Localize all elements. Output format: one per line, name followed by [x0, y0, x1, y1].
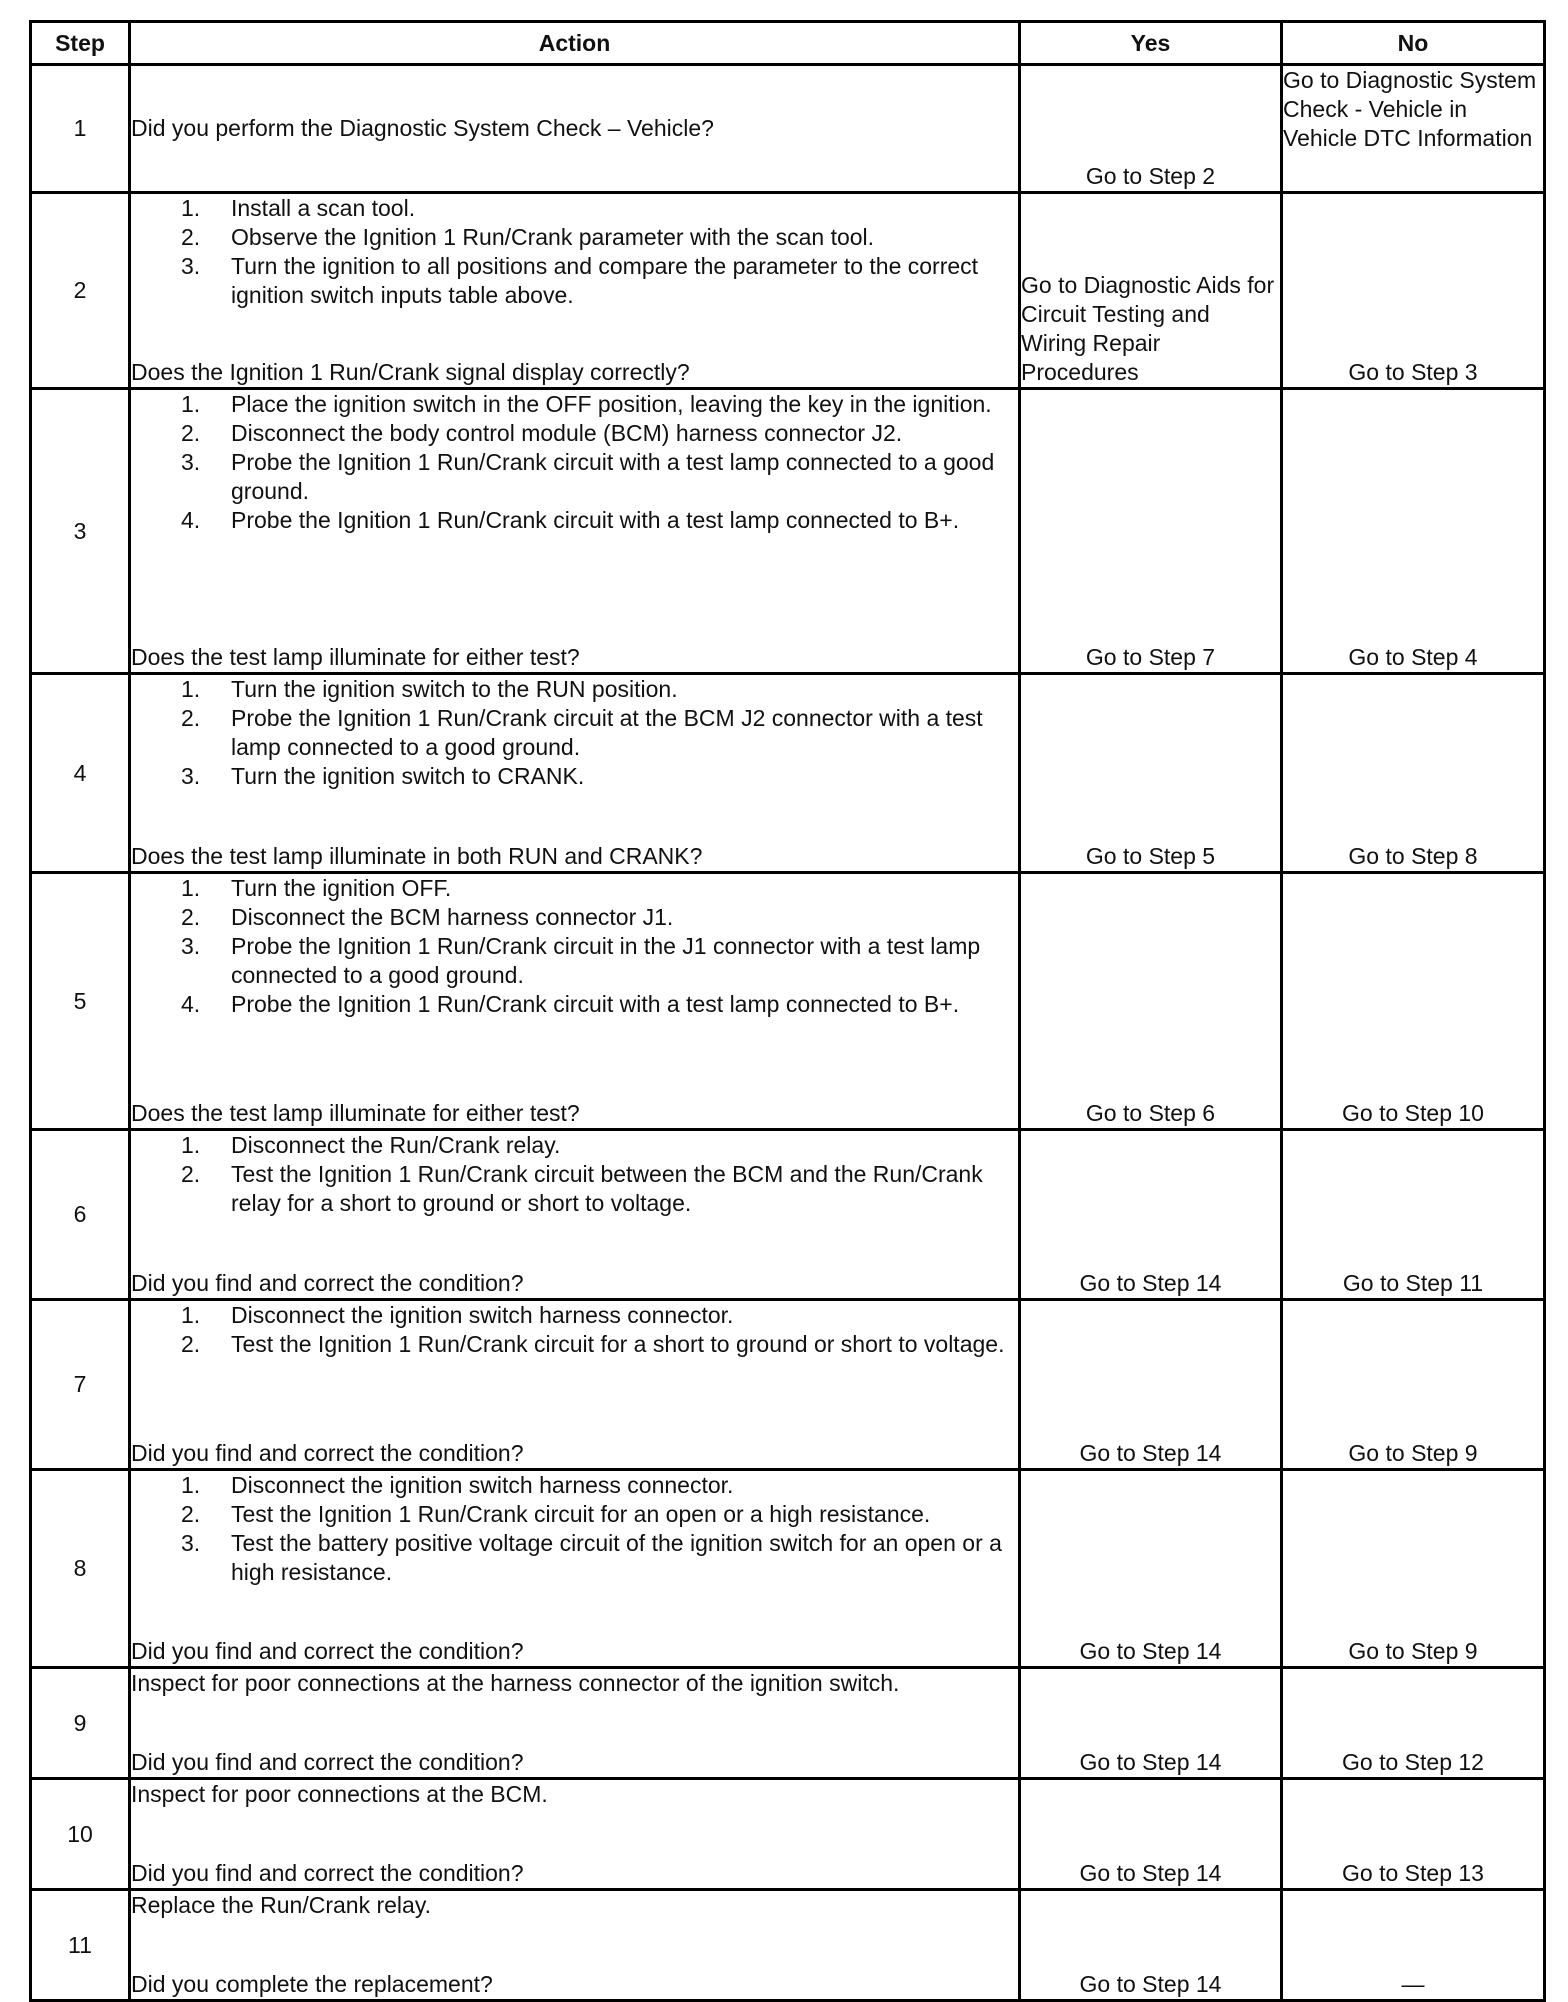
instruction-number: 3.: [181, 763, 201, 789]
instruction-text: Probe the Ignition 1 Run/Crank circuit with a test lamp connected to a good ground.: [231, 449, 995, 504]
instruction-text: Observe the Ignition 1 Run/Crank parameter with the scan tool.: [231, 224, 875, 250]
instruction-text: Test the Ignition 1 Run/Crank circuit for an open or a high resistance.: [231, 1501, 931, 1527]
instruction-list: [131, 1131, 1018, 1218]
table-row: [31, 389, 1545, 674]
instruction-number: 2.: [181, 1501, 201, 1527]
no-outcome: Go to Step 3: [1282, 193, 1545, 389]
instruction-item: [131, 194, 1018, 223]
instruction-number: 1.: [181, 676, 201, 702]
action-question: Did you complete the replacement?: [131, 1971, 493, 1997]
instruction-number: 3.: [181, 933, 201, 959]
table-row: [31, 65, 1545, 193]
no-outcome: —: [1282, 1890, 1545, 2001]
yes-outcome: Go to Step 14: [1020, 1470, 1282, 1668]
no-outcome: Go to Step 11: [1282, 1130, 1545, 1300]
instruction-item: [131, 448, 1018, 506]
yes-outcome: Go to Diagnostic Aids for Circuit Testing and Wiring Repair Procedures: [1020, 193, 1282, 389]
table-row: [31, 1668, 1545, 1779]
instruction-text: Turn the ignition OFF.: [231, 875, 452, 901]
instruction-item: [131, 1471, 1018, 1500]
instruction-item: [131, 390, 1018, 419]
no-outcome: Go to Diagnostic System Check - Vehicle in Vehicle DTC Information: [1282, 65, 1545, 193]
action-question: Does the test lamp illuminate in both RUN and CRANK?: [131, 843, 703, 869]
instruction-item: [131, 704, 1018, 762]
action-instruction: Inspect for poor connections at the harness connector of the ignition switch.: [131, 1670, 900, 1696]
instruction-item: [131, 419, 1018, 448]
instruction-item: [131, 1529, 1018, 1587]
instruction-text: Disconnect the ignition switch harness connector.: [231, 1472, 734, 1498]
no-outcome: Go to Step 4: [1282, 389, 1545, 674]
header-action: Action: [130, 22, 1020, 65]
action-cell: [130, 1300, 1020, 1470]
action-cell: [130, 1890, 1020, 2001]
yes-outcome: Go to Step 6: [1020, 873, 1282, 1130]
table-row: [31, 1890, 1545, 2001]
header-no: No: [1282, 22, 1545, 65]
no-outcome: Go to Step 8: [1282, 674, 1545, 873]
instruction-number: 2.: [181, 705, 201, 731]
instruction-number: 1.: [181, 195, 201, 221]
no-outcome: Go to Step 13: [1282, 1779, 1545, 1890]
table-row: [31, 193, 1545, 389]
action-question: Did you find and correct the condition?: [131, 1749, 524, 1775]
instruction-item: [131, 932, 1018, 990]
action-cell: [130, 1779, 1020, 1890]
no-outcome: Go to Step 9: [1282, 1300, 1545, 1470]
instruction-item: [131, 1330, 1018, 1359]
action-content: [131, 1780, 1018, 1888]
action-content: [131, 1891, 1018, 1999]
instruction-item: [131, 1131, 1018, 1160]
instruction-number: 1.: [181, 875, 201, 901]
instruction-number: 1.: [181, 1132, 201, 1158]
action-content: [131, 194, 1018, 387]
action-content: [131, 874, 1018, 1128]
instruction-list: [131, 1471, 1018, 1587]
instruction-item: [131, 252, 1018, 310]
yes-outcome: Go to Step 14: [1020, 1668, 1282, 1779]
instruction-list: [131, 874, 1018, 1019]
yes-outcome: Go to Step 14: [1020, 1300, 1282, 1470]
header-step: Step: [31, 22, 130, 65]
step-number: 10: [31, 1779, 130, 1890]
instruction-number: 4.: [181, 991, 201, 1017]
header-yes: Yes: [1020, 22, 1282, 65]
yes-outcome: Go to Step 7: [1020, 389, 1282, 674]
no-outcome: Go to Step 9: [1282, 1470, 1545, 1668]
instruction-text: Probe the Ignition 1 Run/Crank circuit with a test lamp connected to B+.: [231, 507, 960, 533]
action-question: Does the Ignition 1 Run/Crank signal display correctly?: [131, 359, 690, 385]
instruction-number: 2.: [181, 904, 201, 930]
action-content: [131, 1131, 1018, 1298]
instruction-text: Install a scan tool.: [231, 195, 416, 221]
yes-outcome: Go to Step 2: [1020, 65, 1282, 193]
action-question: Did you perform the Diagnostic System Check – Vehicle?: [131, 115, 714, 141]
action-question: Did you find and correct the condition?: [131, 1270, 524, 1296]
instruction-list: [131, 675, 1018, 791]
instruction-text: Disconnect the Run/Crank relay.: [231, 1132, 561, 1158]
instruction-item: [131, 874, 1018, 903]
instruction-number: 1.: [181, 1302, 201, 1328]
instruction-number: 3.: [181, 253, 201, 279]
step-number: 8: [31, 1470, 130, 1668]
action-question: Did you find and correct the condition?: [131, 1440, 524, 1466]
action-instruction: Inspect for poor connections at the BCM.: [131, 1781, 548, 1807]
instruction-item: [131, 1160, 1018, 1218]
step-number: 2: [31, 193, 130, 389]
action-content: [131, 1669, 1018, 1777]
action-cell: [130, 1668, 1020, 1779]
action-question: Did you find and correct the condition?: [131, 1638, 524, 1664]
table-row: [31, 1779, 1545, 1890]
instruction-number: 2.: [181, 224, 201, 250]
instruction-number: 2.: [181, 1161, 201, 1187]
yes-outcome: Go to Step 5: [1020, 674, 1282, 873]
action-cell: [130, 65, 1020, 193]
table-row: [31, 674, 1545, 873]
step-number: 1: [31, 65, 130, 193]
yes-outcome: Go to Step 14: [1020, 1779, 1282, 1890]
table-row: [31, 1300, 1545, 1470]
action-content: [131, 1471, 1018, 1666]
step-number: 7: [31, 1300, 130, 1470]
instruction-text: Disconnect the BCM harness connector J1.: [231, 904, 674, 930]
action-cell: [130, 674, 1020, 873]
no-outcome: Go to Step 12: [1282, 1668, 1545, 1779]
instruction-list: [131, 194, 1018, 310]
action-content: [131, 66, 1018, 191]
instruction-text: Probe the Ignition 1 Run/Crank circuit at the BCM J2 connector with a test lamp connected to a good ground.: [231, 705, 983, 760]
step-number: 3: [31, 389, 130, 674]
instruction-item: [131, 1500, 1018, 1529]
table-row: [31, 873, 1545, 1130]
action-question: Did you find and correct the condition?: [131, 1860, 524, 1886]
instruction-number: 3.: [181, 449, 201, 475]
instruction-number: 2.: [181, 1331, 201, 1357]
instruction-item: [131, 1301, 1018, 1330]
instruction-text: Probe the Ignition 1 Run/Crank circuit in the J1 connector with a test lamp connected to a good ground.: [231, 933, 981, 988]
diagnostic-table: [29, 20, 1546, 2002]
instruction-item: [131, 675, 1018, 704]
table-row: [31, 1130, 1545, 1300]
instruction-text: Test the Ignition 1 Run/Crank circuit for a short to ground or short to voltage.: [231, 1331, 1005, 1357]
step-number: 9: [31, 1668, 130, 1779]
action-cell: [130, 1470, 1020, 1668]
step-number: 5: [31, 873, 130, 1130]
action-cell: [130, 193, 1020, 389]
instruction-number: 2.: [181, 420, 201, 446]
step-number: 11: [31, 1890, 130, 2001]
instruction-text: Disconnect the body control module (BCM) harness connector J2.: [231, 420, 903, 446]
instruction-text: Test the battery positive voltage circuit of the ignition switch for an open or a high resistance.: [231, 1530, 1002, 1585]
instruction-number: 4.: [181, 507, 201, 533]
action-question: Does the test lamp illuminate for either test?: [131, 1100, 580, 1126]
action-cell: [130, 389, 1020, 674]
action-content: [131, 1301, 1018, 1468]
instruction-item: [131, 903, 1018, 932]
instruction-item: [131, 223, 1018, 252]
yes-outcome: Go to Step 14: [1020, 1130, 1282, 1300]
instruction-item: [131, 762, 1018, 791]
action-question: Does the test lamp illuminate for either test?: [131, 644, 580, 670]
action-content: [131, 390, 1018, 672]
instruction-text: Disconnect the ignition switch harness connector.: [231, 1302, 734, 1328]
action-cell: [130, 873, 1020, 1130]
instruction-text: Place the ignition switch in the OFF position, leaving the key in the ignition.: [231, 391, 992, 417]
instruction-number: 3.: [181, 1530, 201, 1556]
action-content: [131, 675, 1018, 871]
instruction-item: [131, 990, 1018, 1019]
no-outcome: Go to Step 10: [1282, 873, 1545, 1130]
yes-outcome: Go to Step 14: [1020, 1890, 1282, 2001]
table-body: [31, 65, 1545, 2001]
header-row: [31, 22, 1545, 65]
instruction-item: [131, 506, 1018, 535]
instruction-text: Probe the Ignition 1 Run/Crank circuit with a test lamp connected to B+.: [231, 991, 960, 1017]
instruction-list: [131, 390, 1018, 535]
step-number: 4: [31, 674, 130, 873]
instruction-text: Turn the ignition switch to CRANK.: [231, 763, 585, 789]
instruction-text: Turn the ignition to all positions and compare the parameter to the correct ignition switch inputs table above.: [231, 253, 979, 308]
instruction-number: 1.: [181, 391, 201, 417]
table-row: [31, 1470, 1545, 1668]
instruction-number: 1.: [181, 1472, 201, 1498]
instruction-list: [131, 1301, 1018, 1359]
instruction-text: Turn the ignition switch to the RUN position.: [231, 676, 678, 702]
action-cell: [130, 1130, 1020, 1300]
action-instruction: Replace the Run/Crank relay.: [131, 1892, 431, 1918]
instruction-text: Test the Ignition 1 Run/Crank circuit between the BCM and the Run/Crank relay for a short to ground or short to voltage.: [231, 1161, 983, 1216]
step-number: 6: [31, 1130, 130, 1300]
